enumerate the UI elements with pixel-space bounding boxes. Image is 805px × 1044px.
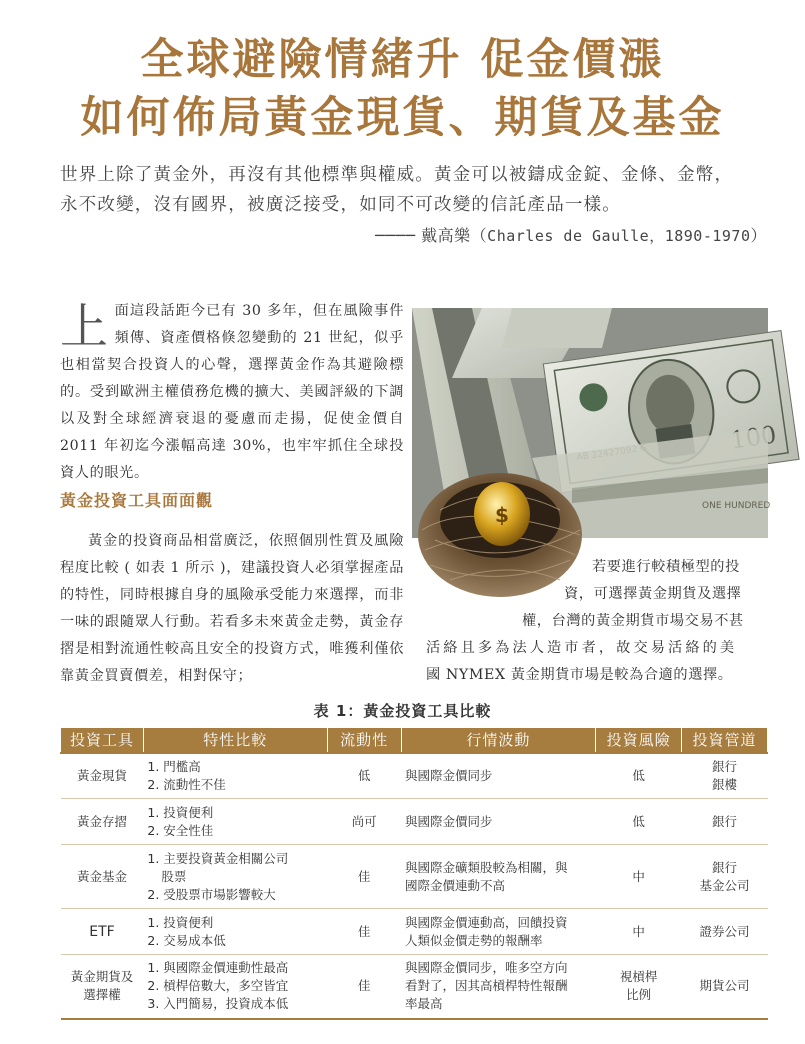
cell-channel [682, 955, 768, 1019]
volatility-line: 與國際金價同步，唯多空方向 [405, 960, 568, 976]
cell-risk [596, 799, 682, 845]
cell-tool: ETF [61, 909, 144, 955]
page-title-line-1: 全球避險情緒升 促金價漲 [140, 35, 665, 85]
cell-features [143, 845, 327, 909]
svg-text:ONE HUNDRED: ONE HUNDRED [702, 501, 771, 511]
cell-volatility [401, 845, 596, 909]
quote-author: 戴高樂（ [421, 226, 488, 245]
feature-line: 2. 安全性佳 [147, 822, 214, 838]
quote-line-2: 永不改變，沒有國界，被廣泛接受，如同不可改變的信託產品一樣。 [60, 195, 621, 215]
quote-author-close: ） [750, 226, 767, 245]
cell-liquidity: 佳 [327, 909, 401, 955]
volatility-line: 與國際金礦類股較為相關，與 [405, 859, 568, 875]
cell-volatility [401, 753, 596, 799]
volatility-line: 與國際金價連動高，回饋投資 [405, 914, 568, 930]
section-heading: 黃金投資工具面面觀 [60, 491, 214, 510]
table-row [61, 753, 768, 799]
feature-line: 1. 與國際金價連動性最高 [147, 960, 289, 976]
feature-line: 2. 交易成本低 [147, 932, 226, 948]
nest-image [410, 440, 590, 610]
right-line-3: 權，台灣的黃金期貨市場交易不甚 [522, 613, 744, 629]
header-volatility: 行情波動 [401, 728, 596, 753]
table-row [61, 909, 768, 955]
header-channel: 投資管道 [682, 728, 768, 753]
cell-volatility [401, 799, 596, 845]
cell-tool: 黃金基金 [61, 845, 144, 909]
cell-risk [596, 753, 682, 799]
cell-channel [682, 799, 768, 845]
cell-liquidity: 低 [327, 753, 401, 799]
header-risk: 投資風險 [596, 728, 682, 753]
risk-line: 低 [632, 767, 645, 783]
feature-line: 3. 入門簡易，投資成本低 [147, 996, 289, 1012]
volatility-line: 國際金價連動不高 [405, 877, 506, 893]
feature-line: 1. 門檻高 [147, 758, 201, 774]
table-row [61, 845, 768, 909]
channel-line: 證券公司 [699, 923, 750, 939]
cell-risk [596, 955, 682, 1019]
volatility-line: 與國際金價同步 [405, 767, 493, 783]
cell-tool: 黃金存摺 [61, 799, 144, 845]
cell-tool: 黃金期貨及選擇權 [61, 955, 144, 1019]
cell-volatility [401, 909, 596, 955]
header-tool: 投資工具 [61, 728, 144, 753]
cell-liquidity: 佳 [327, 845, 401, 909]
drop-cap: 上 [60, 299, 109, 355]
quote-author-en: Charles de Gaulle，1890-1970 [487, 227, 751, 245]
feature-line: 1. 投資便利 [147, 914, 214, 930]
volatility-line: 率最高 [405, 996, 443, 1012]
feature-line: 股票 [161, 868, 187, 884]
volatility-line: 人類似金價走勢的報酬率 [405, 932, 543, 948]
quote-dash: ──── [375, 226, 422, 245]
right-line-2: 資，可選擇黃金期貨及選擇 [564, 586, 742, 602]
golden-egg-nest-icon [410, 440, 590, 610]
table-row [61, 955, 768, 1019]
cell-volatility [401, 955, 596, 1019]
table-header-row [61, 728, 768, 753]
channel-line: 期貨公司 [699, 978, 750, 994]
svg-text:$: $ [495, 503, 509, 527]
cell-features [143, 753, 327, 799]
feature-line: 2. 槓桿倍數大，多空皆宜 [147, 978, 289, 994]
channel-line: 銀樓 [712, 776, 738, 792]
comparison-table [60, 727, 768, 1020]
cell-features [143, 909, 327, 955]
channel-line: 基金公司 [699, 877, 750, 893]
cell-liquidity: 尚可 [327, 799, 401, 845]
cell-features [143, 799, 327, 845]
cell-channel [682, 909, 768, 955]
header-features: 特性比較 [143, 728, 327, 753]
risk-line: 視槓桿 [619, 969, 658, 985]
channel-line: 銀行 [712, 813, 738, 829]
feature-line: 2. 受股票市場影響較大 [147, 886, 276, 902]
volatility-line: 與國際金價同步 [405, 813, 493, 829]
channel-line: 銀行 [712, 758, 738, 774]
right-line-4: 活絡且多為法人造市者，故交易活絡的美 [426, 640, 738, 656]
right-line-1: 若要進行較積極型的投 [592, 559, 740, 575]
cell-risk [596, 909, 682, 955]
cell-channel [682, 753, 768, 799]
cell-features [143, 955, 327, 1019]
risk-line: 中 [632, 923, 645, 939]
table-row [61, 799, 768, 845]
cell-liquidity: 佳 [327, 955, 401, 1019]
channel-line: 銀行 [712, 859, 738, 875]
risk-line: 低 [632, 813, 645, 829]
risk-line: 中 [632, 868, 645, 884]
cell-channel [682, 845, 768, 909]
table-title: 表 1：黃金投資工具比較 [313, 702, 492, 720]
risk-line: 比例 [626, 987, 652, 1003]
right-line-5: 國 NYMEX 黃金期貨市場是較為合適的選擇。 [426, 667, 733, 683]
page-title-line-2: 如何佈局黃金現貨、期貨及基金 [80, 93, 725, 143]
feature-line: 2. 流動性不佳 [147, 776, 226, 792]
paragraph-1-text: 面這段話距今已有 30 多年，但在風險事件頻傳、資產價格倏忽變動的 21 世紀，似乎也相當契合投資人的心聲，選擇黃金作為其避險標的。受到歐洲主權債務危機的擴大、美國評級的下調以及對全球經濟衰退的憂慮而走揚，促使金價自 2011 年初迄今漲幅高達 30%，也牢牢抓住全球投資人的眼光。 [60, 303, 404, 481]
quote-attribution [375, 223, 767, 246]
volatility-line: 看對了，因其高槓桿特性報酬 [405, 978, 568, 994]
header-liquidity: 流動性 [327, 728, 401, 753]
feature-line: 1. 主要投資黃金相關公司 [147, 850, 289, 866]
quote-line-1: 世界上除了黃金外，再沒有其他標準與權威。黃金可以被鑄成金錠、金條、金幣， [60, 165, 734, 185]
cell-risk [596, 845, 682, 909]
feature-line: 1. 投資便利 [147, 804, 214, 820]
article-paragraph-1 [60, 298, 404, 487]
article-paragraph-2: 黃金的投資商品相當廣泛，依照個別性質及風險程度比較 ( 如表 1 所示 )，建議投資人必須掌握產品的特性，同時根據自身的風險承受能力來選擇，而非一味的跟隨眾人行動。若看多未來黃金走勢，黃金存摺是相對流通性較高且安全的投資方式，唯獲利僅依靠黃金買賣價差，相對保守； [60, 533, 404, 684]
cell-tool: 黃金現貨 [61, 753, 144, 799]
